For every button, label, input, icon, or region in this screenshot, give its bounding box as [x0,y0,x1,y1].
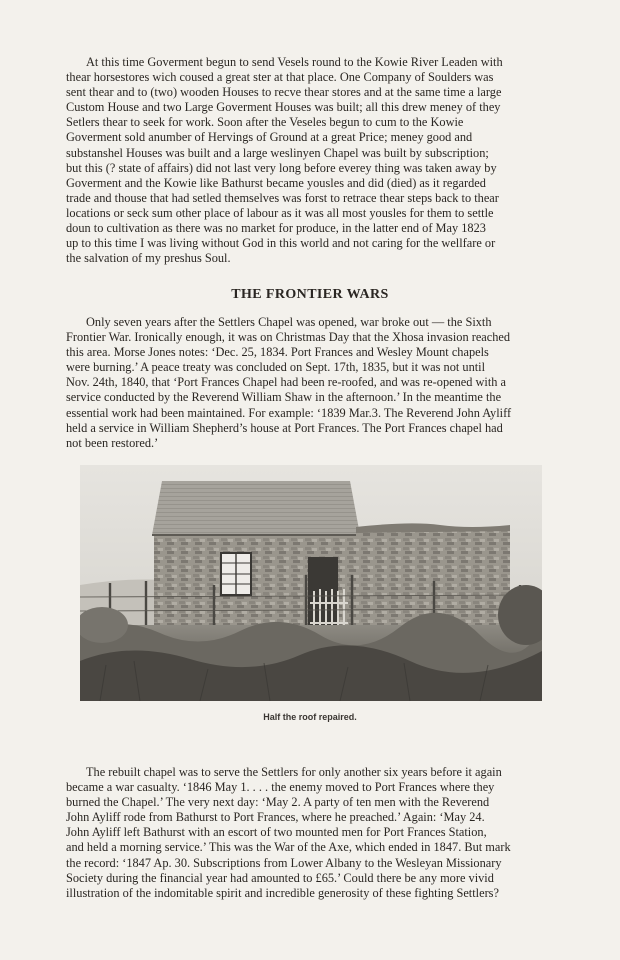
text-line: were burning.’ A peace treaty was concluded on Sept. 17th, 1835, but it was not until [66,360,486,375]
text-line: Only seven years after the Settlers Chapel was opened, war broke out — the Sixth [86,315,492,329]
text-line: became a war casualty. ‘1846 May 1. . . . the enemy moved to Port Frances where they [66,780,495,795]
text-line: Nov. 24th, 1840, that ‘Port Frances Chapel had been re-roofed, and was re-opened with a [66,375,507,390]
text-line: up to this time I was living without God in this world and not caring for the wellfare or [66,236,496,251]
text-line: this area. Morse Jones notes: ‘Dec. 25, 1834. Port Frances and Wesley Mount chapels [66,345,489,360]
text-line: thear horsestores wich coused a great ster at that place. One Company of Soulders was [66,70,494,85]
text-line: burned the Chapel.’ The very next day: ‘May 2. A party of ten men with the Reverend [66,795,490,810]
text-line: essential work had been maintained. For example: ‘1839 Mar.3. The Reverend John Ayliff [66,405,512,420]
chapel-photograph [80,465,542,701]
text-line: locations or seck sum other place of labour as it was all most yousles for them to settle [66,205,494,220]
text-line: and held a morning service.’ This was the War of the Axe, which ended in 1847. But mark [66,840,511,855]
paragraph-frontier-war [66,315,556,451]
text-line: sent thear and to (two) wooden Houses to recve thear stores and at the same time a large [66,85,502,100]
text-line: Custom House and two Large Goverment Houses was built; all this drew meney of they [66,100,501,115]
text-line: At this time Goverment begun to send Vesels round to the Kowie River Leaden with [86,55,503,69]
text-line: Society during the financial year had amounted to £65.’ Could there be any more vivid [66,870,494,885]
text-line: Goverment and the Kowie like Bathurst became yousles and did (died) as it regarded [66,175,486,190]
text-line: Goverment sold anumber of Hervings of Ground at a great Price; meney good and [66,130,473,145]
text-line: John Ayliff left Bathurst with an escort of two mounted men for Port Frances Station, [66,825,487,840]
paragraph-rebuilt-chapel [66,765,556,901]
photo-caption: Half the roof repaired. [263,712,357,722]
text-line: The rebuilt chapel was to serve the Settlers for only another six years before it again [86,765,502,779]
text-line: the record: ‘1847 Ap. 30. Subscriptions from Lower Albany to the Wesleyan Missionary [66,855,502,870]
section-heading: THE FRONTIER WARS [231,287,389,302]
text-line: John Ayliff rode from Bathurst to Port Frances, where he preached.’ Again: ‘May 24. [66,810,485,825]
text-line: but this (? state of affairs) did not last very long before everey thing was taken away by [66,160,497,175]
text-line: Setlers thear to seek for work. Soon after the Veseles begun to cum to the Kowie [66,115,464,130]
text-line: held a service in William Shepherd’s house at Port Frances. The Port Frances chapel had [66,420,503,435]
text-line: illustration of the indomitable spirit and incredible generosity of these fighting Settlers? [66,885,499,900]
text-line: the salvation of my preshus Soul. [66,251,231,266]
text-line: service conducted by the Reverend William Shaw in the afternoon.’ In the meantime the [66,390,502,405]
text-line: not been restored.’ [66,435,159,450]
text-line: trade and thouse that had setled themselves was forst to retrace thear steps back to thear [66,190,499,205]
text-line: doun to cultivation as there was no market for produce, in the latter end of May 1823 [66,221,486,236]
paragraph-settlers-account [66,55,556,266]
text-line: Frontier War. Ironically enough, it was on Christmas Day that the Xhosa invasion reached [66,330,511,345]
text-line: substanshel Houses was built and a large weslinyen Chapel was built by subscription; [66,145,489,160]
